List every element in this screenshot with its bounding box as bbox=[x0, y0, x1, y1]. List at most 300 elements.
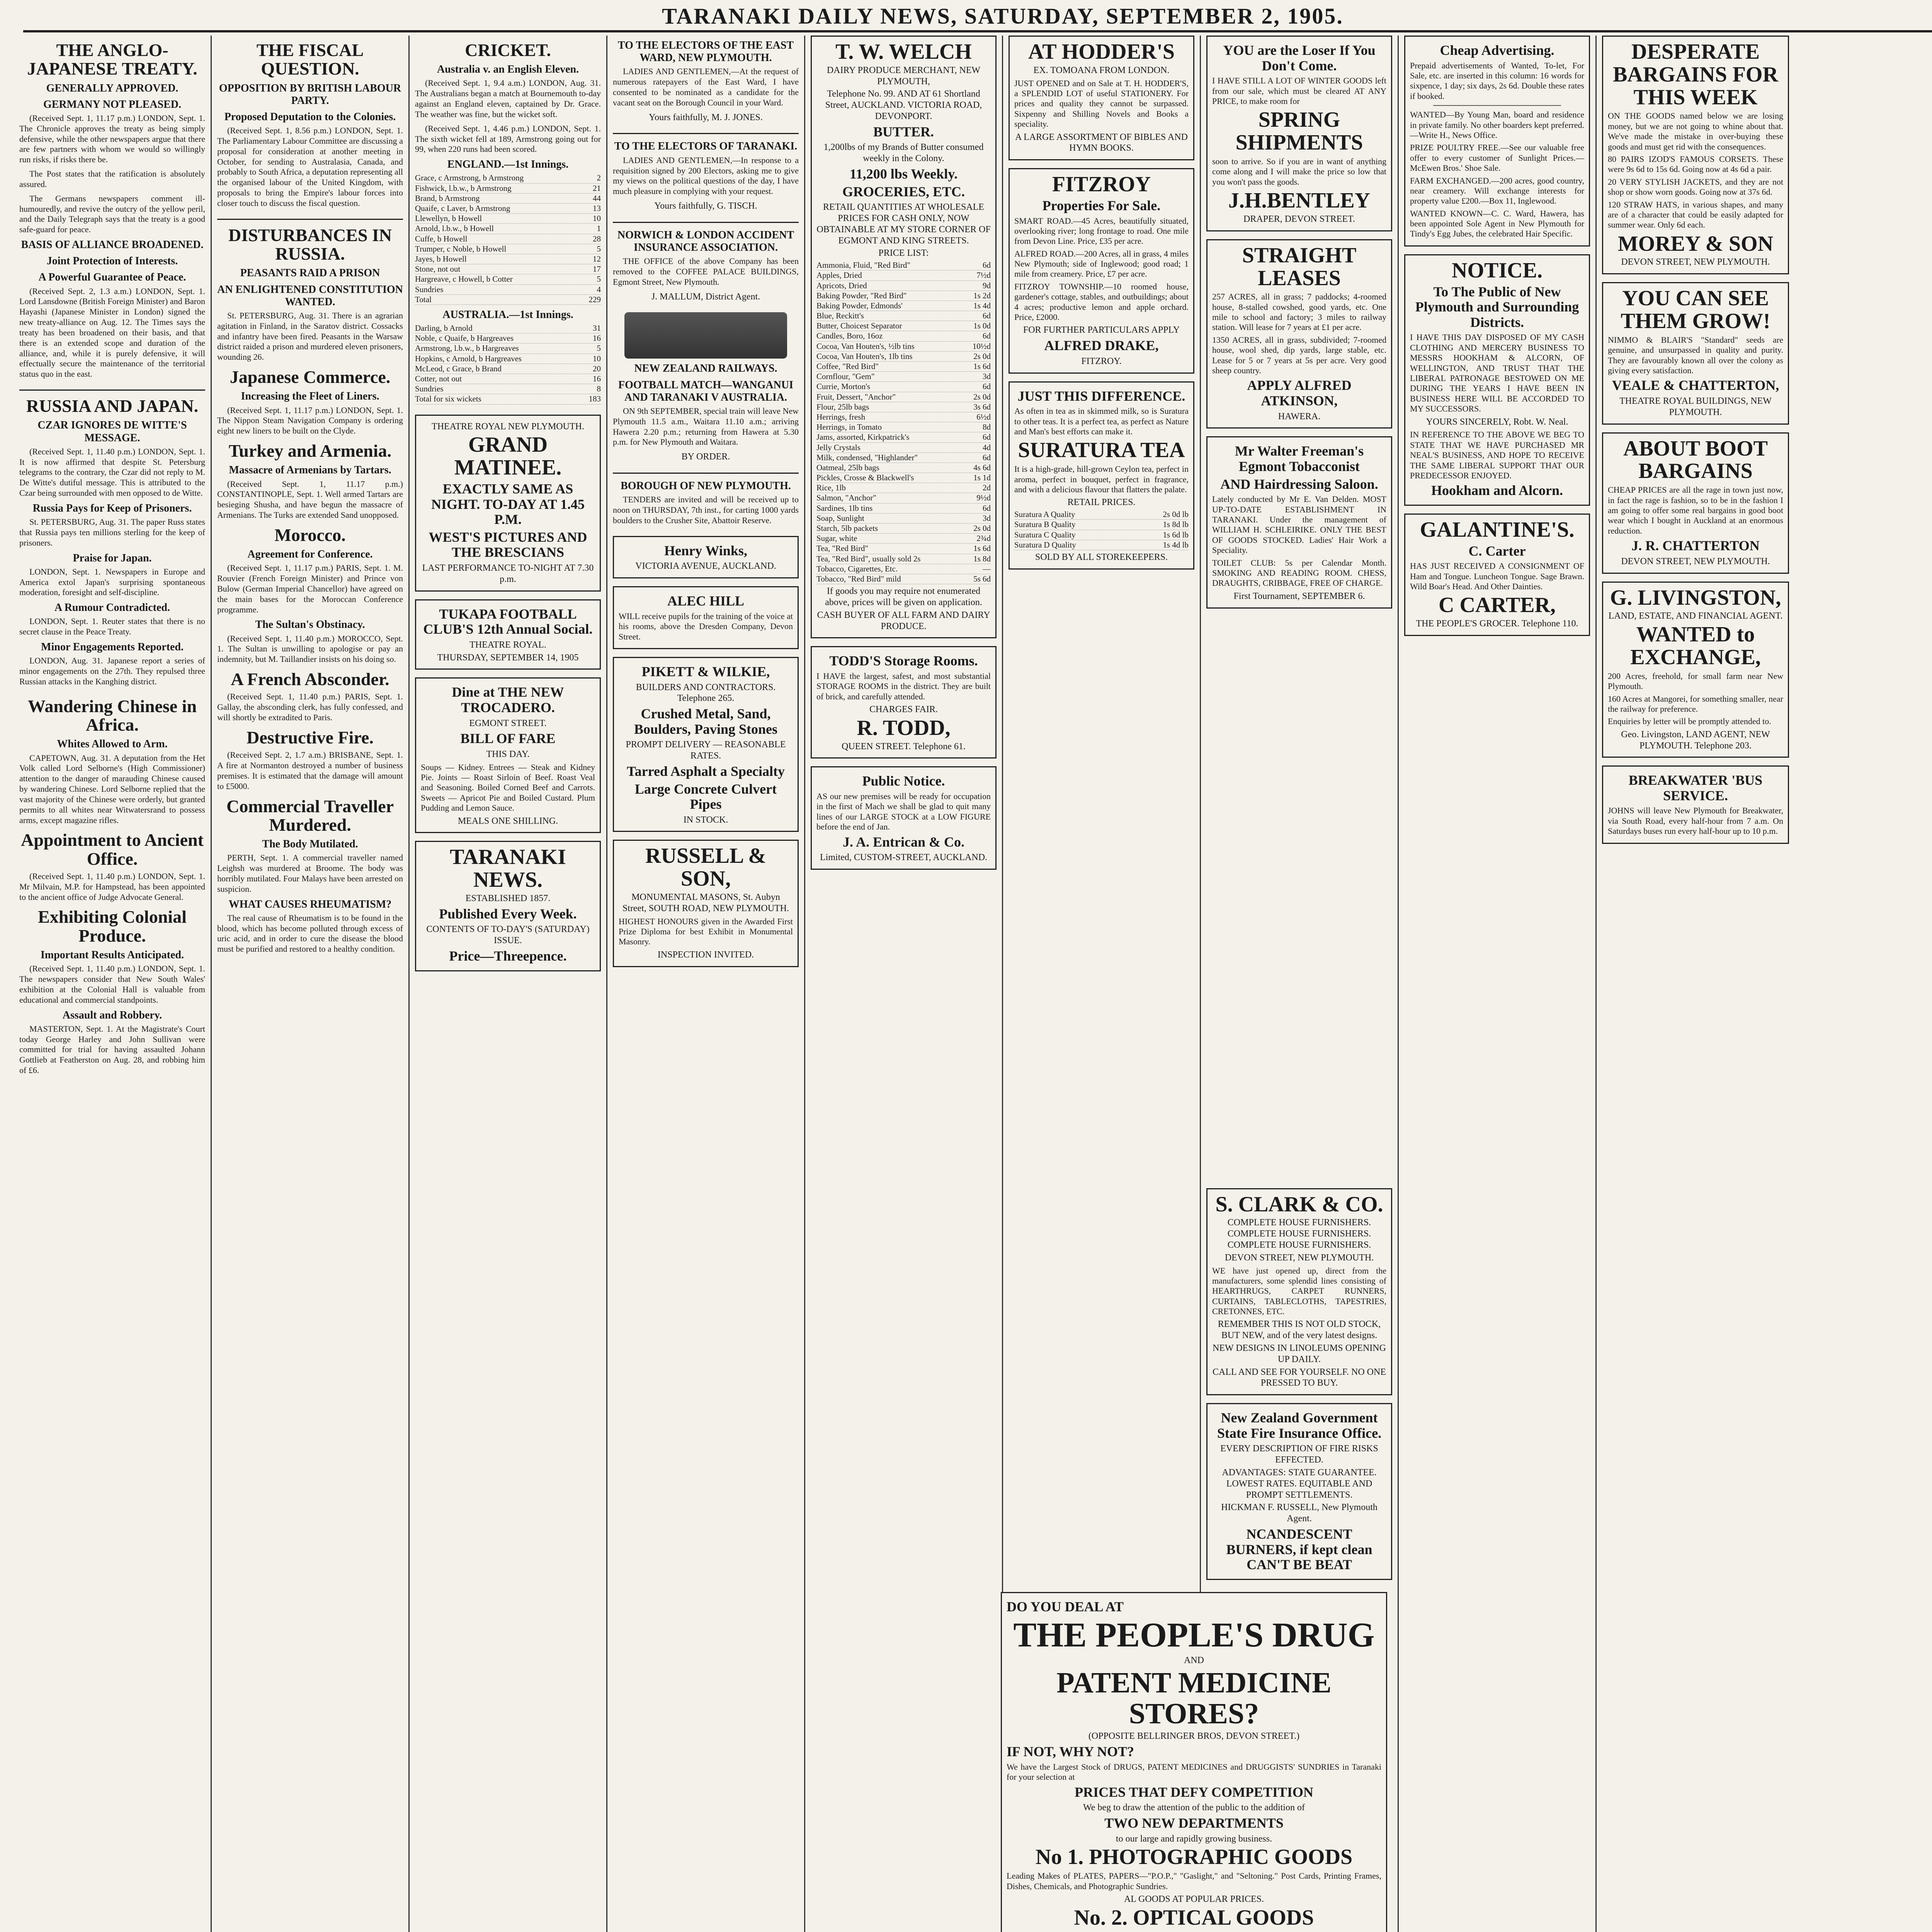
innings-title: AUSTRALIA.—1st Innings. bbox=[442, 308, 573, 321]
headline: THE FISCAL QUESTION. bbox=[256, 40, 364, 79]
scorecard-row-value: 229 bbox=[588, 294, 601, 304]
scorecard-row-value: 13 bbox=[593, 204, 601, 213]
price-row bbox=[816, 352, 991, 362]
ad-text: ADVANTAGES: STATE GUARANTEE. LOWEST RATES. EQUITABLE AND PROMPT SETTLEMENTS. bbox=[1222, 1468, 1377, 1500]
ad-state-fire bbox=[1206, 1403, 1392, 1580]
price-row-label: Baking Powder, "Red Bird" bbox=[816, 291, 907, 300]
price-row bbox=[816, 443, 991, 453]
classified: PRIZE POULTRY FREE.—See our valuable free offer to every customer of Sunlight Prices.—McEwen Bros.' Shoe Sale. bbox=[1410, 143, 1584, 173]
ad-desperate-bargains bbox=[1602, 36, 1789, 274]
ad-text: AND bbox=[1184, 1655, 1204, 1666]
scorecard-row bbox=[415, 295, 601, 305]
scorecard-row-label: Fishwick, l.b.w., b Armstrong bbox=[415, 183, 512, 193]
column-9 bbox=[1597, 36, 1794, 1932]
price-row-label: Coffee, "Red Bird" bbox=[816, 362, 879, 371]
ad-neal-notice bbox=[1404, 254, 1590, 506]
divider bbox=[613, 473, 799, 474]
ad-headline: TODD'S Storage Rooms. bbox=[829, 653, 978, 669]
ad-text: CHARGES FAIR. bbox=[869, 704, 938, 715]
scorecard-row bbox=[415, 204, 601, 214]
ad-text: soon to arrive. So if you are in want of anything come along and I will make the price so low that you won't pass the goods. bbox=[1212, 156, 1386, 187]
signature: BY ORDER. bbox=[681, 452, 730, 462]
ad-headline: Cheap Advertising. bbox=[1440, 43, 1554, 58]
price-row-value: 2s 0d bbox=[973, 392, 991, 401]
subheadline: Praise for Japan. bbox=[73, 552, 152, 564]
ad-todd-storage bbox=[811, 646, 997, 759]
scorecard-row-value: 10 bbox=[593, 354, 601, 363]
ad-text: I HAVE the largest, safest, and most substantial STORAGE ROOMS in the district. They are built of brick, and carefully attended. bbox=[816, 671, 991, 701]
ad-text: Telephone No. 99. AND AT 61 Shortland Street, AUCKLAND. VICTORIA ROAD, DEVONPORT. bbox=[825, 89, 982, 121]
ad-text: VICTORIA AVENUE, AUCKLAND. bbox=[635, 561, 776, 571]
headline: Turkey and Armenia. bbox=[228, 441, 392, 461]
scorecard-row-value: 44 bbox=[593, 193, 601, 203]
tea-price-row-value: 2s 0d lb bbox=[1163, 510, 1189, 519]
ad-text: QUEEN STREET. Telephone 61. bbox=[842, 741, 966, 752]
ad-text: It is a high-grade, hill-grown Ceylon tea, perfect in aroma, perfect in bouquet, perfect in fragrance, and with a delicious flavour that flatters the palate. bbox=[1014, 464, 1189, 494]
price-row-label: Fruit, Dessert, "Anchor" bbox=[816, 392, 896, 401]
paragraph: St. PETERSBURG, Aug. 31. The paper Russ states that Russia pays ten millions sterling for the keep of prisoners. bbox=[19, 517, 205, 548]
paragraph: (Received Sept. 1, 11.40 p.m.) LONDON, Sept. 1. It is now affirmed that despite St. Petersburg telegrams to the contrary, the Czar did not reply to M. De Witte's dutiful message. This is attributed to the Czar being surrounded with men opposed to de Witte. bbox=[19, 446, 205, 498]
ad-text: We have the Largest Stock of DRUGS, PATENT MEDICINES and DRUGGISTS' SUNDRIES in Taranaki for your selection at bbox=[1007, 1762, 1381, 1782]
subheadline: Russia Pays for Keep of Prisoners. bbox=[32, 502, 192, 514]
ad-headline: YOU CAN SEE THEM GROW! bbox=[1621, 286, 1770, 333]
column-4 bbox=[607, 36, 805, 1932]
paragraph: PERTH, Sept. 1. A commercial traveller named Leighsh was murdered at Broome. The body was horribly mutilated. Four Malays have been arrested on suspicion. bbox=[217, 853, 403, 894]
ad-text: First Tournament, SEPTEMBER 6. bbox=[1233, 591, 1365, 601]
ad-text: 1350 ACRES, all in grass, subdivided; 7-roomed house, wool shed, dip yards, large stable, etc. Lease for 5 or 7 years at 5s per acre. Very good sheep country. bbox=[1212, 335, 1386, 376]
paragraph: (Received Sept. 2, 1.3 a.m.) LONDON, Sept. 1. Lord Lansdowne (British Foreign Minister) and Baron Hayashi (Japanese Minister in London) signed the new treaty-alliance on Aug. 12. The Times says the treaty has been broadened on their basis, and that there is an extended scope and duration of the alliance, and, while it is purely defensive, it will effectually secure the maintenance of the territorial status quo in the east. bbox=[19, 286, 205, 379]
ad-subheadline: NCANDESCENT BURNERS, if kept clean CAN'T BE BEAT bbox=[1226, 1526, 1372, 1573]
ad-text: WE have just opened up, direct from the manufacturers, some splendid lines consisting of HEARTHRUGS, CARPET RUNNERS, CURTAINS, TABLECLOTHS, TAPESTRIES, CRETONNES, ETC. bbox=[1212, 1265, 1386, 1316]
ad-headline: YOU are the Loser If You Don't Come. bbox=[1223, 43, 1376, 73]
ad-text: THEATRE ROYAL BUILDINGS, NEW PLYMOUTH. bbox=[1619, 396, 1772, 417]
headline: Exhibiting Colonial Produce. bbox=[38, 907, 187, 946]
price-row-label: Tea, "Red Bird", usually sold 2s bbox=[816, 554, 921, 563]
ad-subheadline: Crushed Metal, Sand, Boulders, Paving Stones bbox=[634, 706, 778, 737]
signature: Yours faithfully, M. J. JONES. bbox=[649, 112, 763, 122]
price-row bbox=[816, 514, 991, 524]
price-row bbox=[816, 524, 991, 534]
paragraph: The Post states that the ratification is absolutely assured. bbox=[19, 169, 205, 189]
ad-text: THE PEOPLE'S GROCER. Telephone 110. bbox=[1416, 619, 1578, 629]
subheadline: BOROUGH OF NEW PLYMOUTH. bbox=[621, 480, 791, 492]
ad-text: AL GOODS AT POPULAR PRICES. bbox=[1124, 1894, 1264, 1905]
ad-text: DEVON STREET, NEW PLYMOUTH. bbox=[1621, 556, 1770, 566]
subheadline: A Powerful Guarantee of Peace. bbox=[38, 271, 186, 284]
scorecard-row-label: Trumper, c Noble, b Howell bbox=[415, 244, 507, 253]
price-row-label: Pickles, Crosse & Blackwell's bbox=[816, 473, 914, 483]
price-row-label: Milk, condensed, "Highlander" bbox=[816, 452, 918, 462]
price-row bbox=[816, 432, 991, 442]
ad-text: to our large and rapidly growing business. bbox=[1116, 1833, 1272, 1844]
price-row-value: 1s 0d bbox=[973, 321, 991, 331]
price-row-label: Rice, 1lb bbox=[816, 483, 846, 493]
paragraph: (Received Sept. 1, 11.40 p.m.) LONDON, Sept. 1. Mr Milvain, M.P. for Hampstead, has been appointed to the ancient office of Judge Advocate General. bbox=[19, 871, 205, 902]
ad-text: (OPPOSITE BELLRINGER BROS, DEVON STREET.) bbox=[1088, 1731, 1300, 1742]
ad-boot-bargains bbox=[1602, 432, 1789, 574]
price-row-label: Baking Powder, Edmonds' bbox=[816, 301, 903, 310]
column-5 bbox=[805, 36, 1003, 1932]
ad-subheadline: EXACTLY SAME AS NIGHT. TO-DAY AT 1.45 P.M. bbox=[431, 481, 585, 527]
ad-text: 120 STRAW HATS, in various shapes, and many are of a character that could be easily adapted for summer wear. Only 6d each. bbox=[1608, 199, 1783, 230]
signature: J. MALLUM, District Agent. bbox=[651, 291, 760, 302]
ad-headline: No 1. PHOTOGRAPHIC GOODS bbox=[1035, 1845, 1353, 1869]
ad-fitzroy-properties bbox=[1009, 168, 1194, 373]
price-row-label: Cocoa, Van Houten's, ½lb tins bbox=[816, 341, 915, 351]
ad-text: Prepaid advertisements of Wanted, To-let, For Sale, etc. are inserted in this column: 16 words for sixpence, 1 day; six days, 2s 6d. Double these rates if booked. bbox=[1410, 60, 1584, 101]
ad-text: NIMMO & BLAIR'S "Standard" seeds are genuine, and unsurpassed in quality and purity. They are favourably known all over the colony as giving every satisfaction. bbox=[1608, 335, 1783, 376]
ad-text: DEVON STREET, NEW PLYMOUTH. bbox=[1621, 257, 1770, 267]
tea-price-row-value: 1s 6d lb bbox=[1163, 530, 1189, 539]
scorecard-row-label: Brand, b Armstrong bbox=[415, 193, 480, 203]
scorecard-row-label: Sundries bbox=[415, 284, 444, 294]
ad-text: EGMONT STREET. bbox=[469, 718, 547, 728]
price-row bbox=[816, 342, 991, 352]
ad-headline: PIKETT & WILKIE, bbox=[641, 663, 770, 679]
ad-text: ALFRED ROAD.—200 Acres, all in grass, 4 miles New Plymouth; side of Inglewood; good road; 1 mile from creamery. Price, £7 per acre. bbox=[1014, 248, 1189, 279]
price-row-label: Apricots, Dried bbox=[816, 281, 867, 290]
subheadline: OPPOSITION BY BRITISH LABOUR PARTY. bbox=[219, 82, 401, 107]
ad-headline: BREAKWATER 'BUS SERVICE. bbox=[1628, 772, 1763, 803]
ad-taranaki-news bbox=[415, 841, 601, 971]
subheadline: Whites Allowed to Arm. bbox=[57, 738, 168, 750]
ad-text: Soups — Kidney. Entrees — Steak and Kidney Pie. Joints — Roast Sirloin of Beef. Roast Veal and Seasoning. Boiled Corned Beef and Carrots. Sweets — Apricot Pie and Boiled Custard. Plum Pudding and Lemon Sauce. bbox=[421, 762, 595, 813]
signature: YOURS SINCERELY, Robt. W. Neal. bbox=[1426, 417, 1568, 427]
price-row bbox=[816, 564, 991, 574]
masthead: TARANAKI DAILY NEWS, SATURDAY, SEPTEMBER 2, 1905. bbox=[23, 3, 1932, 32]
price-row-label: Soap, Sunlight bbox=[816, 513, 864, 523]
price-row bbox=[816, 321, 991, 331]
tea-price-row-label: Suratura D Quality bbox=[1014, 540, 1076, 549]
paragraph: LONDON, Aug. 31. Japanese report a series of minor engagements on the 27th. They repulsed three Russian attacks in the Kanghing district. bbox=[19, 656, 205, 686]
price-row-label: Flour, 25lb bags bbox=[816, 402, 869, 412]
ad-text: CASH BUYER OF ALL FARM AND DAIRY PRODUCE. bbox=[817, 610, 990, 631]
scorecard-row bbox=[415, 214, 601, 224]
price-row-label: Sardines, 1lb tins bbox=[816, 503, 873, 513]
ad-subheadline: ALFRED DRAKE, bbox=[1044, 338, 1159, 354]
ad-headline: GRAND MATINEE. bbox=[454, 433, 562, 480]
price-row-label: Tobacco, "Red Bird" mild bbox=[816, 574, 901, 583]
price-row-value: 6d bbox=[983, 503, 991, 513]
ad-text: HAWERA. bbox=[1278, 411, 1321, 422]
ad-subheadline: TWO NEW DEPARTMENTS bbox=[1104, 1815, 1284, 1831]
price-row bbox=[816, 291, 991, 301]
tea-price-row-label: Suratura C Quality bbox=[1014, 530, 1076, 539]
tea-price-row bbox=[1014, 510, 1189, 520]
scorecard-row-label: Darling, b Arnold bbox=[415, 323, 473, 333]
price-row-label: Oatmeal, 25lb bags bbox=[816, 463, 879, 472]
ad-subheadline: C. Carter bbox=[1468, 543, 1526, 559]
divider bbox=[1433, 105, 1561, 106]
article-russia-japan bbox=[19, 397, 205, 687]
price-row-label: Cornflour, "Gem" bbox=[816, 372, 875, 381]
paragraph: MASTERTON, Sept. 1. At the Magistrate's Court today George Harley and John Sullivan were committed for trial for having assaulted Johann Gottlieb at Featherston on Aug. 28, and robbing him of £6. bbox=[19, 1024, 205, 1075]
column-2 bbox=[212, 36, 410, 1932]
ad-subheadline: DO YOU DEAL AT bbox=[1007, 1599, 1124, 1614]
scorecard-row-value: 8 bbox=[597, 384, 601, 394]
ad-headline: R. TODD, bbox=[857, 716, 951, 740]
price-row-label: Jams, assorted, Kirkpatrick's bbox=[816, 432, 910, 442]
price-row-label: Candles, Boro, 16oz bbox=[816, 331, 883, 341]
tea-price-row-value: 1s 4d lb bbox=[1163, 540, 1189, 549]
article-russia-disturbances bbox=[217, 226, 403, 954]
headline: Destructive Fire. bbox=[247, 727, 374, 747]
ad-subheadline: IF NOT, WHY NOT? bbox=[1007, 1744, 1134, 1760]
ad-text: I HAVE STILL A LOT OF WINTER GOODS left from our sale, which must be cleared AT ANY PRICE, to make room for bbox=[1212, 76, 1386, 106]
ad-russell-son bbox=[613, 840, 799, 967]
paragraph: CAPETOWN, Aug. 31. A deputation from the Het Volk called Lord Selborne's (High Commissioner) attention to the danger of marauding Chinese caused by wandering Chinese. Lord Selborne replied that the vast majority of the Chinese were orderly, but granted permits to all whites near Witwatersrand to possess arms, except magazine rifles. bbox=[19, 753, 205, 825]
scorecard-row-value: 17 bbox=[593, 264, 601, 274]
price-row-value: 9½d bbox=[976, 493, 991, 503]
price-row-value: 10½d bbox=[972, 341, 991, 351]
price-row-value: 2s 0d bbox=[973, 351, 991, 361]
ad-text: CHEAP PRICES are all the rage in town just now, in fact the rage is fashion, so to be in the fashion I am going to offer some real bargains in good boot wear which I bought in Auckland at an enormous reduction. bbox=[1608, 485, 1783, 536]
ad-alec-hill bbox=[613, 586, 799, 649]
price-row-label: Apples, Dried bbox=[816, 270, 862, 280]
ad-headline: G. LIVINGSTON, bbox=[1610, 585, 1781, 610]
ad-text: MONUMENTAL MASONS, St. Aubyn Street, SOUTH ROAD, NEW PLYMOUTH. bbox=[622, 892, 789, 913]
ad-subheadline: J. A. Entrican & Co. bbox=[843, 834, 964, 850]
locomotive-illustration bbox=[624, 312, 787, 359]
price-row-value: 6½d bbox=[976, 412, 991, 422]
notice-railways bbox=[613, 362, 799, 463]
ad-subheadline: Tarred Asphalt a Specialty bbox=[626, 763, 785, 779]
price-row-label: Sugar, white bbox=[816, 534, 857, 543]
notice-taranaki-electors bbox=[613, 140, 799, 211]
ad-text: REMEMBER THIS IS NOT OLD STOCK, BUT NEW, and of the very latest designs. bbox=[1218, 1319, 1381, 1341]
scorecard-row-value: 4 bbox=[597, 284, 601, 294]
subheadline: PEASANTS RAID A PRISON bbox=[240, 267, 380, 279]
ad-text: EX. TOMOANA FROM LONDON. bbox=[1033, 65, 1170, 75]
price-row bbox=[816, 493, 991, 503]
ad-subheadline: J. R. CHATTERTON bbox=[1631, 538, 1760, 554]
subheadline: GERMANY NOT PLEASED. bbox=[43, 98, 182, 111]
scorecard-row-label: Total for six wickets bbox=[415, 394, 481, 404]
ad-text: HICKMAN F. RUSSELL, New Plymouth Agent. bbox=[1221, 1502, 1378, 1524]
ad-tw-welch bbox=[811, 36, 997, 638]
notice-norwich-insurance bbox=[613, 229, 799, 303]
ad-text: CONTENTS OF TO-DAY'S (SATURDAY) ISSUE. bbox=[426, 924, 590, 946]
ad-headline: Dine at THE NEW TROCADERO. bbox=[452, 684, 564, 715]
ad-headline: Mr Walter Freeman's Egmont Tobacconist bbox=[1235, 443, 1364, 474]
price-row bbox=[816, 503, 991, 514]
headline: Japanese Commerce. bbox=[230, 367, 391, 387]
ad-text: BUILDERS AND CONTRACTORS. Telephone 265. bbox=[636, 682, 776, 704]
subheadline: NEW ZEALAND RAILWAYS. bbox=[634, 362, 777, 375]
ad-headline: ALEC HILL bbox=[667, 593, 745, 609]
paragraph: LADIES AND GENTLEMEN,—In response to a requisition signed by 200 Electors, asking me to give my views on the political questions of the day, I have much pleasure in complying with your request. bbox=[613, 155, 799, 196]
scorecard-row-label: Hargreave, c Howell, b Cotter bbox=[415, 274, 513, 284]
price-row bbox=[816, 402, 991, 412]
ad-subheadline: JUST THIS DIFFERENCE. bbox=[1017, 388, 1185, 404]
paragraph: The real cause of Rheumatism is to be found in the blood, which has become polluted through excess of uric acid, and in order to cure the disease the blood must be purified and restored to a healthy condition. bbox=[217, 913, 403, 954]
paragraph: ON 9th SEPTEMBER, special train will leave New Plymouth 11.5 a.m., Waitara 11.10 a.m.; arriving Hawera 2.20 p.m.; returning from Hawera at 5.30 p.m. for New Plymouth and Waitara. bbox=[613, 406, 799, 447]
tea-price-row-label: Suratura A Quality bbox=[1014, 510, 1075, 519]
ad-text: AS our new premises will be ready for occupation in the first of Mach we shall be glad to quit many lines of our LARGE STOCK at a LOW FIGURE before the end of Jan. bbox=[816, 791, 991, 832]
subheadline: Massacre of Armenians by Tartars. bbox=[229, 464, 391, 476]
ad-subheadline: Price—Threepence. bbox=[449, 948, 567, 964]
ad-entrican bbox=[811, 766, 997, 870]
price-row-value: 5s 6d bbox=[973, 574, 991, 583]
subheadline: Australia v. an English Eleven. bbox=[437, 63, 579, 76]
paragraph: LONDON, Sept. 1. Reuter states that there is no secret clause in the Peace Treaty. bbox=[19, 616, 205, 637]
scorecard-row-label: Noble, c Quaife, b Hargreaves bbox=[415, 333, 514, 343]
paragraph: St. PETERSBURG, Aug. 31. There is an agrarian agitation in Finland, in the Saratov district. Cossacks and infantry have been fired. Peasants in the Warsaw district raided a prison and murdered eleven prisoners, wounding 26. bbox=[217, 310, 403, 362]
paragraph: (Received Sept. 1, 11.17 p.m.) CONSTANTINOPLE, Sept. 1. Well armed Tartars are besieging Shusha, and have begun the massacre of Armenians. The Turks are extended Sand unopposed. bbox=[217, 479, 403, 520]
headline: DISTURBANCES IN RUSSIA. bbox=[228, 225, 392, 264]
ad-text: EVERY DESCRIPTION OF FIRE RISKS EFFECTED. bbox=[1220, 1444, 1378, 1465]
ad-theatre bbox=[415, 415, 601, 592]
paragraph: THE OFFICE of the above Company has been removed to the COFFEE PALACE BUILDINGS, Egmont Street, New Plymouth. bbox=[613, 256, 799, 287]
paragraph: TENDERS are invited and will be received up to noon on THURSDAY, 7th inst., for carting 1000 yards boulders to the Crusher Site, Abattoir Reserve. bbox=[613, 495, 799, 525]
classified: WANTED—By Young Man, board and residence in private family. No other boarders kept preferred.—Write H., News Office. bbox=[1410, 110, 1584, 140]
scorecard-row-value: 16 bbox=[593, 333, 601, 343]
ad-headline: PATENT MEDICINE STORES? bbox=[1056, 1666, 1332, 1730]
classified: WANTED KNOWN—C. C. Ward, Hawera, has been appointed Sole Agent in New Plymouth for Tindy's Egg Jubes, the celebrated Hair Specific. bbox=[1410, 208, 1584, 239]
headline: Morocco. bbox=[274, 525, 346, 545]
price-row-value: 3d bbox=[983, 513, 991, 523]
ad-headline: STRAIGHT LEASES bbox=[1242, 243, 1357, 290]
price-row-value: 9d bbox=[983, 281, 991, 290]
ad-livingston bbox=[1602, 582, 1789, 758]
price-row-value: 2¾d bbox=[976, 534, 991, 543]
ad-text: FITZROY. bbox=[1081, 356, 1122, 366]
ad-headline: C CARTER, bbox=[1439, 593, 1556, 617]
price-row-value: 4d bbox=[983, 442, 991, 452]
ad-text: THIS DAY. bbox=[486, 749, 530, 759]
ad-subheadline: To The Public of New Plymouth and Surrounding Districts. bbox=[1415, 284, 1579, 330]
scorecard-row bbox=[415, 354, 601, 364]
ad-text: 20 VERY STYLISH JACKETS, and they are not shop or show worn goods. Going now at 37s 6d. bbox=[1608, 177, 1783, 197]
price-row-value: 1s 6d bbox=[973, 544, 991, 553]
ad-text: JUST OPENED and on Sale at T. H. HODDER'S, a SPLENDID LOT of useful STATIONERY. For prices and quality they cannot be surpassed. Sixpenny and Shilling Novels and Books a speciality. bbox=[1014, 78, 1189, 129]
tea-price-row-label: Suratura B Quality bbox=[1014, 520, 1076, 529]
ad-subheadline: APPLY ALFRED ATKINSON, bbox=[1247, 378, 1352, 409]
tea-price-list bbox=[1014, 510, 1189, 550]
headline: RUSSIA AND JAPAN. bbox=[26, 396, 199, 416]
ad-text: HAS JUST RECEIVED A CONSIGNMENT OF Ham and Tongue. Luncheon Tongue. Sage Brawn. Wild Boar's Head. And Other Dainties. bbox=[1410, 561, 1584, 592]
paragraph: (Received Sept. 1, 11.40 p.m.) MOROCCO, Sept. 1. The Sultan is unwilling to apologise or pay an indemnity, but M. Taillandier insists on his doing so. bbox=[217, 633, 403, 664]
price-row bbox=[816, 422, 991, 432]
ad-subheadline: GROCERIES, ETC. bbox=[842, 184, 965, 199]
paragraph: The Germans newspapers comment ill-humouredly, and revive the outcry of the yellow peril, and the Daily Telegraph says that the treaty is a good safe-guard for peace. bbox=[19, 193, 205, 235]
ad-text: NEW DESIGNS IN LINOLEUMS OPENING UP DAILY. bbox=[1213, 1343, 1386, 1364]
ad-text: ESTABLISHED 1857. bbox=[465, 893, 551, 904]
subheadline: Assault and Robbery. bbox=[62, 1009, 162, 1021]
scorecard-row bbox=[415, 234, 601, 244]
ad-suratura-tea bbox=[1009, 381, 1194, 570]
scorecard-row bbox=[415, 394, 601, 404]
ad-headline: TARANAKI NEWS. bbox=[450, 845, 566, 892]
ad-headline: AT HODDER'S bbox=[1028, 40, 1175, 64]
ad-text: RETAIL QUANTITIES AT WHOLESALE PRICES FOR CASH ONLY, NOW OBTAINABLE AT MY STORE CORNER OF EGMONT AND KING STREETS. bbox=[816, 202, 991, 246]
ad-text: DRAPER, DEVON STREET. bbox=[1243, 214, 1355, 224]
ad-headline: No. 2. OPTICAL GOODS bbox=[1074, 1905, 1314, 1930]
ad-pikett-wilkie bbox=[613, 657, 799, 832]
scorecard-row-value: 10 bbox=[593, 214, 601, 223]
price-list bbox=[816, 260, 991, 584]
ad-trocadero bbox=[415, 677, 601, 833]
price-row-label: Jelly Crystals bbox=[816, 442, 861, 452]
scorecard-row bbox=[415, 344, 601, 354]
price-row bbox=[816, 473, 991, 483]
ad-bentley bbox=[1206, 36, 1392, 231]
subheadline: Agreement for Conference. bbox=[247, 548, 373, 561]
scorecard-row bbox=[415, 285, 601, 295]
classified: FARM EXCHANGED.—200 acres, good country, near creamery. Will exchange interests for property value £200.—Box 11, Inglewood. bbox=[1410, 175, 1584, 206]
ad-text: If goods you may require not enumerated above, prices will be given on application. bbox=[825, 586, 982, 607]
ad-subheadline: BUTTER. bbox=[873, 124, 934, 139]
scorecard-row bbox=[415, 364, 601, 374]
ad-text: A LARGE ASSORTMENT OF BIBLES AND HYMN BOOKS. bbox=[1015, 132, 1188, 153]
subheadline: NORWICH & LONDON ACCIDENT INSURANCE ASSOCIATION. bbox=[617, 229, 794, 253]
scorecard-row bbox=[415, 254, 601, 264]
ad-subheadline: Published Every Week. bbox=[439, 906, 577, 922]
price-row-value: 6d bbox=[983, 432, 991, 442]
paragraph: (Received Sept. 1, 11.40 p.m.) PARIS, Sept. 1. Gallay, the absconding clerk, has fully confessed, and will shortly be extradited to Paris. bbox=[217, 692, 403, 723]
headline: Commercial Traveller Murdered. bbox=[226, 796, 394, 835]
scorecard-row-label: Stone, not out bbox=[415, 264, 461, 274]
ad-text: THEATRE ROYAL. bbox=[469, 639, 546, 650]
subheadline: FOOTBALL MATCH—WANGANUI AND TARANAKI V AUSTRALIA. bbox=[618, 379, 793, 403]
ad-text: 1,200lbs of my Brands of Butter consumed weekly in the Colony. bbox=[823, 142, 984, 164]
scorecard-row bbox=[415, 374, 601, 384]
scorecard-row-value: 1 bbox=[597, 224, 601, 233]
tea-price-row-value: 1s 8d lb bbox=[1163, 520, 1189, 529]
ad-subheadline: BILL OF FARE bbox=[460, 731, 556, 747]
price-row-value: 2s 0d bbox=[973, 524, 991, 533]
price-row-value: 8d bbox=[983, 422, 991, 432]
ad-text: FITZROY TOWNSHIP.—10 roomed house, gardener's cottage, stables, and outbuildings; about 4 acres; productive lemon and apple orchard. Price, £2000. bbox=[1014, 281, 1189, 322]
price-row-label: Currie, Morton's bbox=[816, 382, 871, 391]
ad-headline: New Zealand Government State Fire Insurance Office. bbox=[1217, 1410, 1382, 1441]
divider bbox=[613, 222, 799, 223]
ad-clark-co bbox=[1206, 1188, 1392, 1396]
scorecard-row-label: Armstrong, l.b.w., b Hargreaves bbox=[415, 344, 519, 353]
ad-carter-galantines bbox=[1404, 514, 1590, 636]
scorecard-england bbox=[415, 173, 601, 304]
price-row-label: Herrings, in Tomato bbox=[816, 422, 882, 432]
ad-straight-leases bbox=[1206, 239, 1392, 429]
ad-subheadline: Large Concrete Culvert Pipes bbox=[634, 781, 777, 812]
price-row bbox=[816, 554, 991, 564]
paragraph: (Received Sept. 1, 9.4 a.m.) LONDON, Aug. 31. The Australians began a match at Bournemouth to-day against an England eleven, captained by Dr. Grace. The weather was fine, but the wicket soft. bbox=[415, 78, 601, 119]
column-3 bbox=[410, 36, 607, 1932]
price-row bbox=[816, 260, 991, 270]
ad-text: DAIRY PRODUCE MERCHANT, NEW PLYMOUTH, bbox=[827, 65, 981, 87]
ad-breakwater-bus bbox=[1602, 765, 1789, 844]
paragraph: LADIES AND GENTLEMEN,—At the request of numerous ratepayers of the East Ward, I have consented to be nominated as a candidate for the vacant seat on the Borough Council in your Ward. bbox=[613, 66, 799, 107]
ad-headline: GALANTINE'S. bbox=[1420, 517, 1575, 542]
scorecard-row-value: 5 bbox=[597, 274, 601, 284]
subheadline: CZAR IGNORES DE WITTE'S MESSAGE. bbox=[37, 419, 187, 444]
divider bbox=[217, 219, 403, 220]
price-row bbox=[816, 382, 991, 392]
price-row-value: 7½d bbox=[976, 270, 991, 280]
subheadline: BASIS OF ALLIANCE BROADENED. bbox=[21, 239, 204, 251]
paragraph: (Received Sept. 1, 4.46 p.m.) LONDON, Sept. 1. The sixth wicket fell at 189, Armstrong going out for 99, when 220 runs had been scored. bbox=[415, 123, 601, 154]
price-row bbox=[816, 534, 991, 544]
scorecard-row-value: 183 bbox=[588, 394, 601, 404]
ad-text: SMART ROAD.—45 Acres, beautifully situated, overlooking river; long frontage to road. One mile from Devon Line. Price, £35 per acre. bbox=[1014, 216, 1189, 246]
ad-cheap-advertising bbox=[1404, 36, 1590, 247]
ad-text: JOHNS will leave New Plymouth for Breakwater, via South Road, every half-hour from 7 a.m. On Saturdays buses run every half-hour up to 10 p.m. bbox=[1608, 806, 1783, 836]
ad-headline: MOREY & SON bbox=[1617, 231, 1774, 256]
price-row bbox=[816, 544, 991, 554]
ad-headline: TUKAPA FOOTBALL CLUB'S 12th Annual Social. bbox=[423, 606, 593, 637]
headline: Appointment to Ancient Office. bbox=[21, 830, 204, 869]
scorecard-row bbox=[415, 244, 601, 254]
